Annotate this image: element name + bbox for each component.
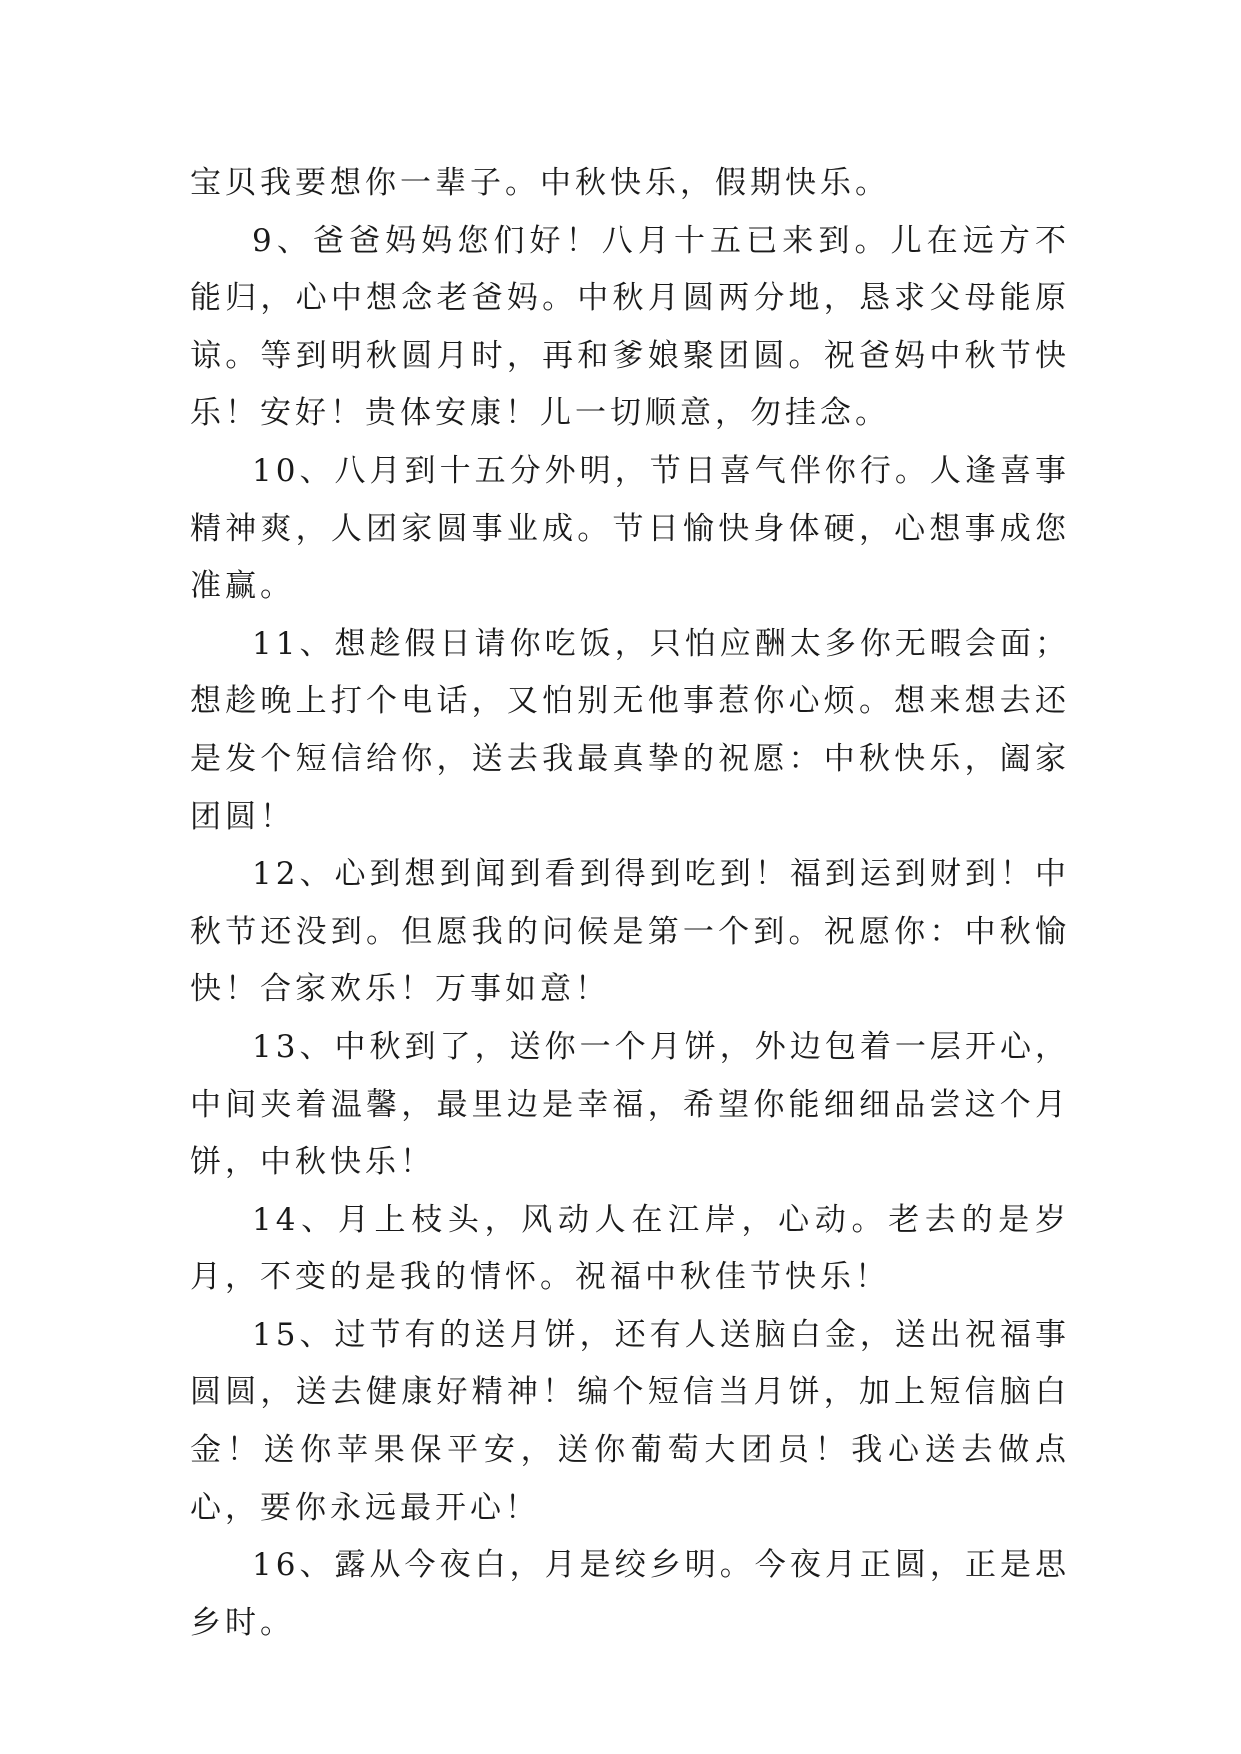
paragraph-12: 12、心到想到闻到看到得到吃到！福到运到财到！中秋节还没到。但愿我的问候是第一个到。祝愿你：中秋愉快！合家欢乐！万事如意！ [190,856,1070,1008]
paragraph-14: 14、月上枝头，风动人在江岸，心动。老去的是岁月，不变的是我的情怀。祝福中秋佳节快乐！ [190,1201,1070,1296]
paragraph-continuation: 宝贝我要想你一辈子。中秋快乐，假期快乐。 [190,165,890,201]
paragraph-9: 9、爸爸妈妈您们好！八月十五已来到。儿在远方不能归，心中想念老爸妈。中秋月圆两分地，恳求父母能原谅。等到明秋圆月时，再和爹娘聚团圆。祝爸妈中秋节快乐！安好！贵体安康！儿一切顺意，勿挂念。 [190,222,1070,432]
paragraph-10: 10、八月到十五分外明，节日喜气伴你行。人逢喜事精神爽，人团家圆事业成。节日愉快身体硬，心想事成您准赢。 [190,452,1070,605]
paragraph-13: 13、中秋到了，送你一个月饼，外边包着一层开心，中间夹着温馨，最里边是幸福，希望你能细细品尝这个月饼，中秋快乐！ [190,1028,1070,1181]
paragraph-16: 16、露从今夜白，月是绞乡明。今夜月正圆，正是思乡时。 [190,1547,1070,1641]
paragraph-15: 15、过节有的送月饼，还有人送脑白金，送出祝福事圆圆，送去健康好精神！编个短信当月饼，加上短信脑白金！送你苹果保平安，送你葡萄大团员！我心送去做点心，要你永远最开心！ [190,1316,1070,1526]
document-body [190,155,1070,1652]
paragraph-11: 11、想趁假日请你吃饭，只怕应酬太多你无暇会面；想趁晚上打个电话，又怕别无他事惹你心烦。想来想去还是发个短信给你，送去我最真挚的祝愿：中秋快乐，阖家团圆！ [190,625,1070,835]
